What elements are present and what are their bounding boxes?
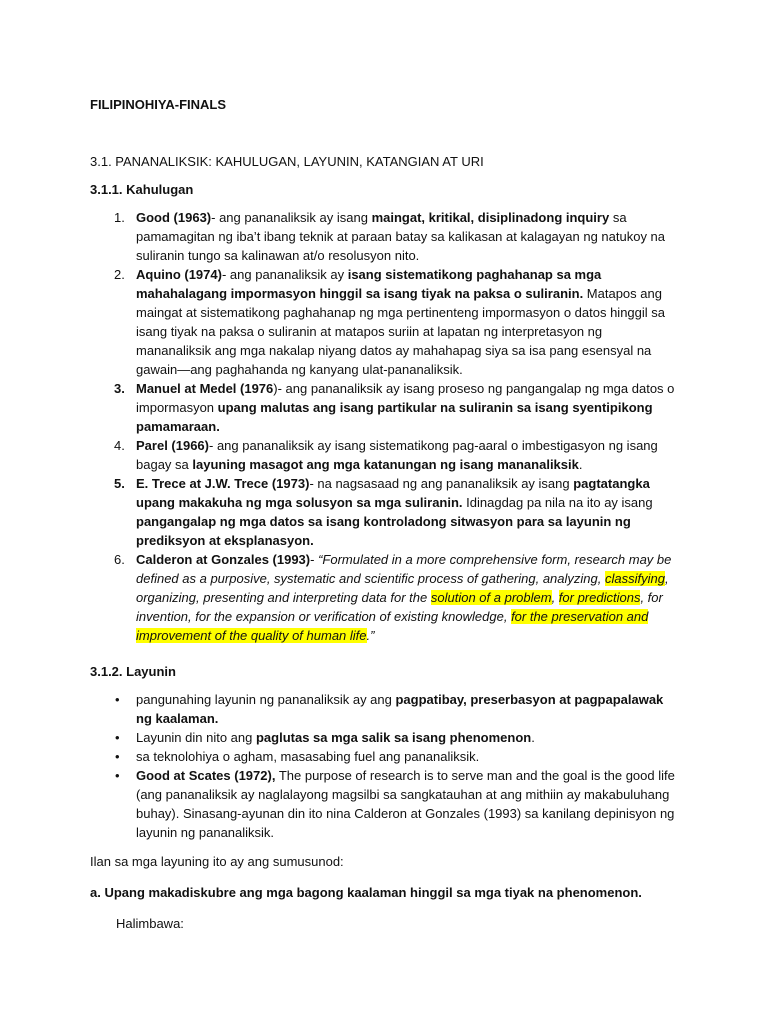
subsection-heading-layunin: 3.1.2. Layunin	[90, 664, 176, 679]
emphasis-text: pangangalap ng mga datos sa isang kontroladong sitwasyon para sa layunin ng prediksyon at eksplanasyon.	[136, 514, 631, 548]
objective-a: a. Upang makadiskubre ang mga bagong kaalaman hinggil sa mga tiyak na phenomenon.	[90, 885, 642, 900]
list-item	[90, 550, 680, 645]
highlighted-text: for the preservation and improvement of the quality of human life	[136, 609, 649, 643]
definition-text: Idinagdag pa nila na ito ay isang	[462, 495, 653, 510]
author-citation: E. Trece at J.W. Trece (1973)	[136, 476, 310, 491]
subsection-heading-kahulugan: 3.1.1. Kahulugan	[90, 182, 194, 197]
list-number: 6.	[114, 552, 125, 567]
list-number: 3.	[114, 381, 125, 396]
author-citation: Manuel at Medel (1976	[136, 381, 274, 396]
bullet-text: sa teknolohiya o agham, masasabing fuel ang pananaliksik.	[136, 749, 480, 764]
list-item	[90, 208, 680, 265]
definition-text: sa pamamagitan ng iba’t ibang teknik at paraan batay sa kalikasan at kalagayan ng natukoy na suliranin tungo sa kalinawan at/o resolusyon nito.	[136, 210, 666, 263]
list-number: 5.	[114, 476, 125, 491]
list-number: 4.	[114, 438, 125, 453]
list-item	[90, 728, 680, 747]
quote-text: “Formulated in a more comprehensive form, research may be defined as a purposive, systematic and scientific process of gathering, analyzing,	[136, 552, 672, 586]
intro-line: Ilan sa mga layuning ito ay ang sumusunod:	[90, 854, 344, 869]
emphasis-text: isang sistematikong paghahanap sa mga mahahalagang impormasyon hinggil sa isang tiyak na paksa o suliranin.	[136, 267, 602, 301]
list-item	[90, 690, 680, 728]
author-citation: Parel (1966)	[136, 438, 209, 453]
quote-text: , for invention, for the expansion or verification of existing knowledge,	[136, 590, 663, 624]
emphasis-text: maingat, kritikal, disiplinadong inquiry	[371, 210, 610, 225]
bullet-text: pangunahing layunin ng pananaliksik ay ang	[136, 692, 396, 707]
list-number: 1.	[114, 210, 125, 225]
section-heading: 3.1. PANANALIKSIK: KAHULUGAN, LAYUNIN, KATANGIAN AT URI	[90, 154, 484, 169]
author-citation: Good (1963)	[136, 210, 212, 225]
emphasis-text: Good at Scates (1972),	[136, 768, 276, 783]
definitions-list	[90, 208, 680, 645]
document-title: FILIPINOHIYA-FINALS	[90, 97, 227, 112]
definition-text: - na nagsasaad ng ang pananaliksik ay isang	[309, 476, 574, 491]
bullet-icon: •	[115, 730, 120, 745]
emphasis-text: upang malutas ang isang partikular na suliranin sa isang syentipikong pamamaraan.	[136, 400, 653, 434]
bullet-icon: •	[115, 692, 120, 707]
highlighted-text: for predictions	[558, 590, 641, 605]
definition-text: - ang pananaliksik ay isang	[211, 210, 372, 225]
list-item	[90, 265, 680, 379]
definition-text: .	[578, 457, 583, 472]
definition-text: - ang pananaliksik ay	[221, 267, 348, 282]
objectives-list	[90, 690, 680, 842]
bullet-text: Layunin din nito ang	[136, 730, 256, 745]
quote-text: ,	[551, 590, 559, 605]
definition-text: -	[310, 552, 319, 567]
bullet-text: .	[531, 730, 535, 745]
list-item	[90, 747, 680, 766]
author-citation: Calderon at Gonzales (1993)	[136, 552, 311, 567]
list-item	[90, 379, 680, 436]
author-citation: Aquino (1974)	[136, 267, 222, 282]
bullet-icon: •	[115, 749, 120, 764]
definition-text: Matapos ang maingat at sistematikong paghahanap ng mga pertinenteng impormasyon o datos hinggil sa isang tiyak na paksa o suliranin at matapos suriin at lapatan ng interpretasyon ng mananaliksik ang mga nakalap niyang datos ay mahahapag siya sa isa pang esensyal na gawain—ang paghahanda ng kanyang ulat-pananaliksik.	[136, 286, 666, 377]
highlighted-text: solution of a problem	[430, 590, 552, 605]
bullet-text: The purpose of research is to serve man and the goal is the good life (ang pananaliksik ay naglalayong magsilbi sa sangkatauhan at ang mithiin ay makabuluhang buhay). Sinasang-ayunan din ito nina Calderon at Gonzales (1993) sa kanilang depinisyon ng layunin ng pananaliksik.	[136, 768, 675, 840]
list-item	[90, 436, 680, 474]
emphasis-text: pagtatangka upang makakuha ng mga solusyon sa mga suliranin.	[136, 476, 650, 510]
list-item	[90, 474, 680, 550]
emphasis-text: layuning masagot ang mga katanungan ng isang mananaliksik	[192, 457, 579, 472]
example-label: Halimbawa:	[116, 916, 184, 931]
highlighted-text: classifying	[604, 571, 665, 586]
quote-text: .”	[366, 628, 375, 643]
definition-text: )- ang pananaliksik ay isang proseso ng pangangalap ng mga datos o impormasyon	[136, 381, 675, 415]
bullet-icon: •	[115, 768, 120, 783]
emphasis-text: pagpatibay, preserbasyon at pagpapalawak ng kaalaman.	[136, 692, 664, 726]
definition-text: - ang pananaliksik ay isang sistematikong pag-aaral o imbestigasyon ng isang bagay sa	[136, 438, 658, 472]
list-item	[90, 766, 680, 842]
quote-text: , organizing, presenting and interpreting data for the	[136, 571, 669, 605]
emphasis-text: paglutas sa mga salik sa isang phenomenon	[255, 730, 532, 745]
list-number: 2.	[114, 267, 125, 282]
